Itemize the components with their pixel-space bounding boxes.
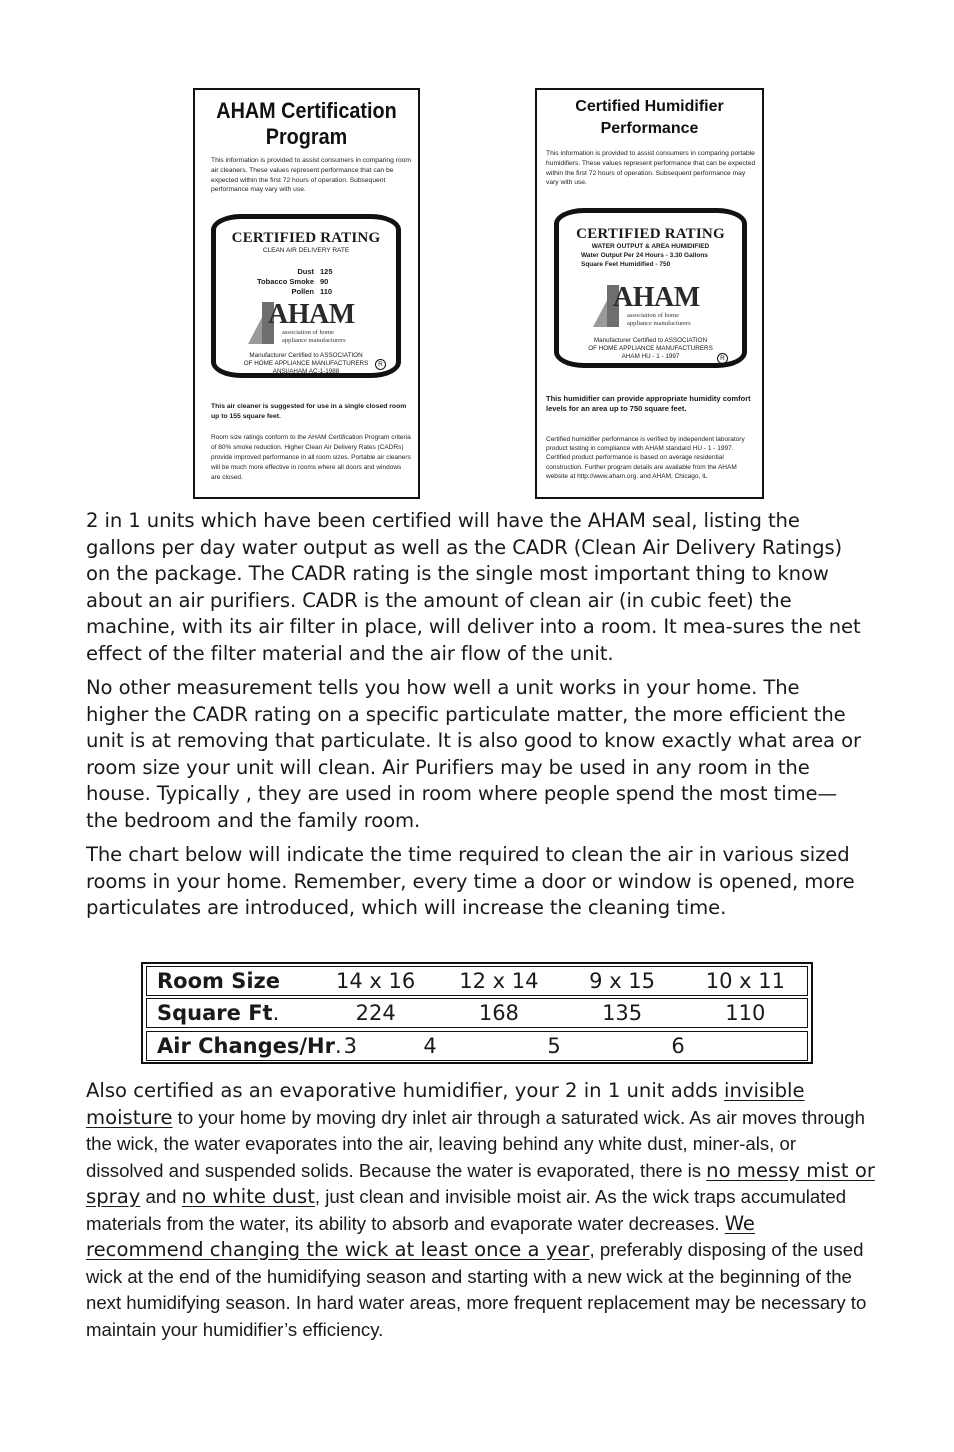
humidifier-certification-label	[535, 88, 764, 499]
label-intro: This information is provided to assist consumers in comparing portable humidifiers. These values represent performance that can be expected within the first 72 hours of operation. Subsequent performance may vary with use.	[546, 150, 756, 187]
table-cell: 14 x 16	[336, 969, 416, 993]
logo-subtext	[627, 312, 717, 328]
row-label	[147, 969, 314, 993]
seal-subheading: CLEAN AIR DELIVERY RATE	[262, 247, 350, 254]
logo-subtext	[282, 329, 372, 345]
air-cleaner-certification-label	[193, 88, 420, 499]
logo-sub-line1: association of home	[282, 329, 334, 336]
seal-footer	[216, 352, 396, 376]
seal-footer-line2: OF HOME APPLIANCE MANUFACTURERS	[243, 360, 369, 367]
certified-rating-seal	[211, 214, 401, 378]
paragraph-text: and	[140, 1186, 182, 1207]
table-row-room-size	[146, 966, 808, 996]
label-title	[537, 90, 762, 140]
paragraph-text: to your home by moving dry inlet air through a saturated wick. As air moves through the wick, the water evaporates into the air, leaving behind any white dust, miner-als, or dissolved and suspended solids. Because the water is evaporated, there is	[86, 1106, 865, 1181]
rating-value: 90	[320, 277, 329, 286]
label-fine-print: Room size ratings conform to the AHAM Certification Program criteria of 80% smoke reduction. Higher Clean Air Delivery Rates (CADRs) provide improved performance in all room sizes. Portable air cleaners will be much more effective in rooms where all doors and windows are closed.	[211, 434, 411, 481]
logo-sub-line2: appliance manufacturers	[627, 320, 691, 327]
table-cell: 12 x 14	[459, 969, 539, 993]
underlined-text: no white dust	[181, 1185, 315, 1208]
seal-subheading: WATER OUTPUT & AREA HUMIDIFIED	[591, 243, 710, 250]
seal-footer-line1: Manufacturer Certified to ASSOCIATION	[593, 337, 708, 344]
rating-value: 125	[320, 267, 333, 276]
rating-name: Dust	[297, 267, 314, 276]
humidifier-ratings	[581, 251, 741, 269]
row-label-text: Room Size	[157, 969, 281, 993]
row-label-text: Air Changes/Hr	[157, 1034, 335, 1058]
paragraph-humidifier	[86, 1078, 876, 1343]
registered-mark-icon: R	[375, 359, 386, 370]
area-humidified: Square Feet Humidified - 750	[581, 261, 671, 268]
table-cell: 6	[671, 1034, 685, 1058]
seal-footer-line1: Manufacturer Certified to ASSOCIATION	[249, 352, 363, 359]
label-fine-print: Certified humidifier performance is verified by independent laboratory product testing in compliance with AHAM standard HU - 1 - 1997. Certified product performance is based on average residential construction. Further program details are available from the AHAM website at http://www.aham.org. and AHAM, Chicago, IL	[546, 436, 745, 480]
cadr-ratings	[242, 267, 372, 297]
seal-footer-line2: OF HOME APPLIANCE MANUFACTURERS	[588, 345, 713, 352]
aham-logo	[248, 299, 368, 348]
label-title-line1: AHAM Certification	[216, 98, 397, 123]
aham-logo	[593, 282, 713, 331]
seal-heading: CERTIFIED RATING	[231, 230, 381, 246]
paragraph-measurement: No other measurement tells you how well a unit works in your home. The higher the CADR rating on a specific particulate matter, the more efficient the unit is at removing that particulate. It is also good to know exactly what area or room size your unit will clean. Air Purifiers may be used in any room in the house. Typically , they are used in room where people spend the most time—the bedroom and the family room.	[86, 676, 861, 832]
underlined-text: We recommend changing the wick at least once a year	[86, 1211, 755, 1261]
table-cell: 5	[547, 1034, 561, 1058]
seal-heading: CERTIFIED RATING	[576, 226, 725, 242]
table-cell: 3	[343, 1034, 358, 1058]
row-label-suffix: .	[272, 1001, 280, 1025]
registered-mark-icon: R	[717, 353, 728, 364]
label-intro: This information is provided to assist consumers in comparing room air cleaners. These values represent performance that can be expected within the first 72 hours of operation. Subsequent performance may vary with use.	[211, 157, 411, 194]
table-row-square-ft	[146, 998, 808, 1028]
table-cell: 135	[602, 1001, 643, 1025]
row-label	[147, 1034, 358, 1058]
room-suggestion: This air cleaner is suggested for use in a single closed room up to 155 square feet.	[211, 403, 407, 420]
row-label-text: Square Ft	[157, 1001, 273, 1025]
table-cell: 110	[725, 1001, 766, 1025]
area-suggestion: This humidifier can provide appropriate humidity comfort levels for an area up to 750 square feet.	[546, 394, 751, 413]
logo-text: AHAM	[613, 282, 700, 313]
table-cell: 168	[478, 1001, 519, 1025]
paragraph-text: Also certified as an evaporative humidifier, your 2 in 1 unit adds	[86, 1079, 725, 1102]
table-cell: 9 x 15	[589, 969, 656, 993]
label-title-line1: Certified Humidifier	[575, 98, 724, 115]
label-title-line2: Program	[265, 124, 348, 149]
logo-text: AHAM	[268, 299, 355, 330]
seal-footer-line3: AHAM HU - 1 - 1997	[621, 353, 680, 360]
paragraph-text: , preferably disposing of the used wick at the end of the humidifying season and starting with a new wick at the beginning of the next humidifying season. In hard water areas, more frequent replacement may be necessary to maintain your humidifier’s efficiency.	[86, 1239, 867, 1340]
logo-sub-line1: association of home	[627, 312, 679, 319]
label-title	[206, 90, 407, 150]
rating-row	[242, 267, 372, 277]
paragraph-chart-intro: The chart below will indicate the time required to clean the air in various sized rooms in your home. Remember, every time a door or window is opened, more particulates are introduced, which will increase the cleaning time.	[86, 843, 855, 919]
rating-name: Tobacco Smoke	[257, 277, 314, 286]
paragraph-text: , just clean and invisible moist air. As the wick traps accumulated materials from the water, its ability to absorb and evaporate water decreases.	[86, 1186, 847, 1234]
rating-row	[242, 287, 372, 297]
underlined-text: no messy mist or spray	[86, 1158, 875, 1208]
seal-footer-line3: ANSI/AHAM AC-1-1988	[272, 368, 340, 375]
rating-value: 110	[320, 287, 333, 296]
rating-row	[242, 277, 372, 287]
table-cell: 4	[423, 1034, 437, 1058]
paragraph-aham-seal: 2 in 1 units which have been certified will have the AHAM seal, listing the gallons per day water output as well as the CADR (Clean Air Delivery Ratings) on the package. The CADR rating is the single most important thing to know about an air purifiers. CADR is the amount of clean air (in cubic feet) the machine, with its air filter in place, will deliver into a room. It mea-sures the net effect of the filter material and the air flow of the unit.	[86, 509, 861, 665]
underlined-text: invisible moisture	[86, 1079, 805, 1129]
rating-name: Pollen	[291, 287, 314, 296]
label-title-line2: Performance	[600, 120, 699, 137]
certified-rating-seal	[554, 208, 747, 368]
water-output: Water Output Per 24 Hours - 3.30 Gallons	[581, 252, 708, 259]
table-cell: 10 x 11	[705, 969, 785, 993]
table-row-air-changes	[146, 1031, 808, 1061]
table-cell: 224	[355, 1001, 396, 1025]
row-label	[147, 1001, 314, 1025]
row-label-suffix: .	[334, 1034, 342, 1058]
room-size-table	[141, 962, 813, 1064]
logo-sub-line2: appliance manufacturers	[282, 337, 346, 344]
seal-footer	[559, 337, 742, 361]
